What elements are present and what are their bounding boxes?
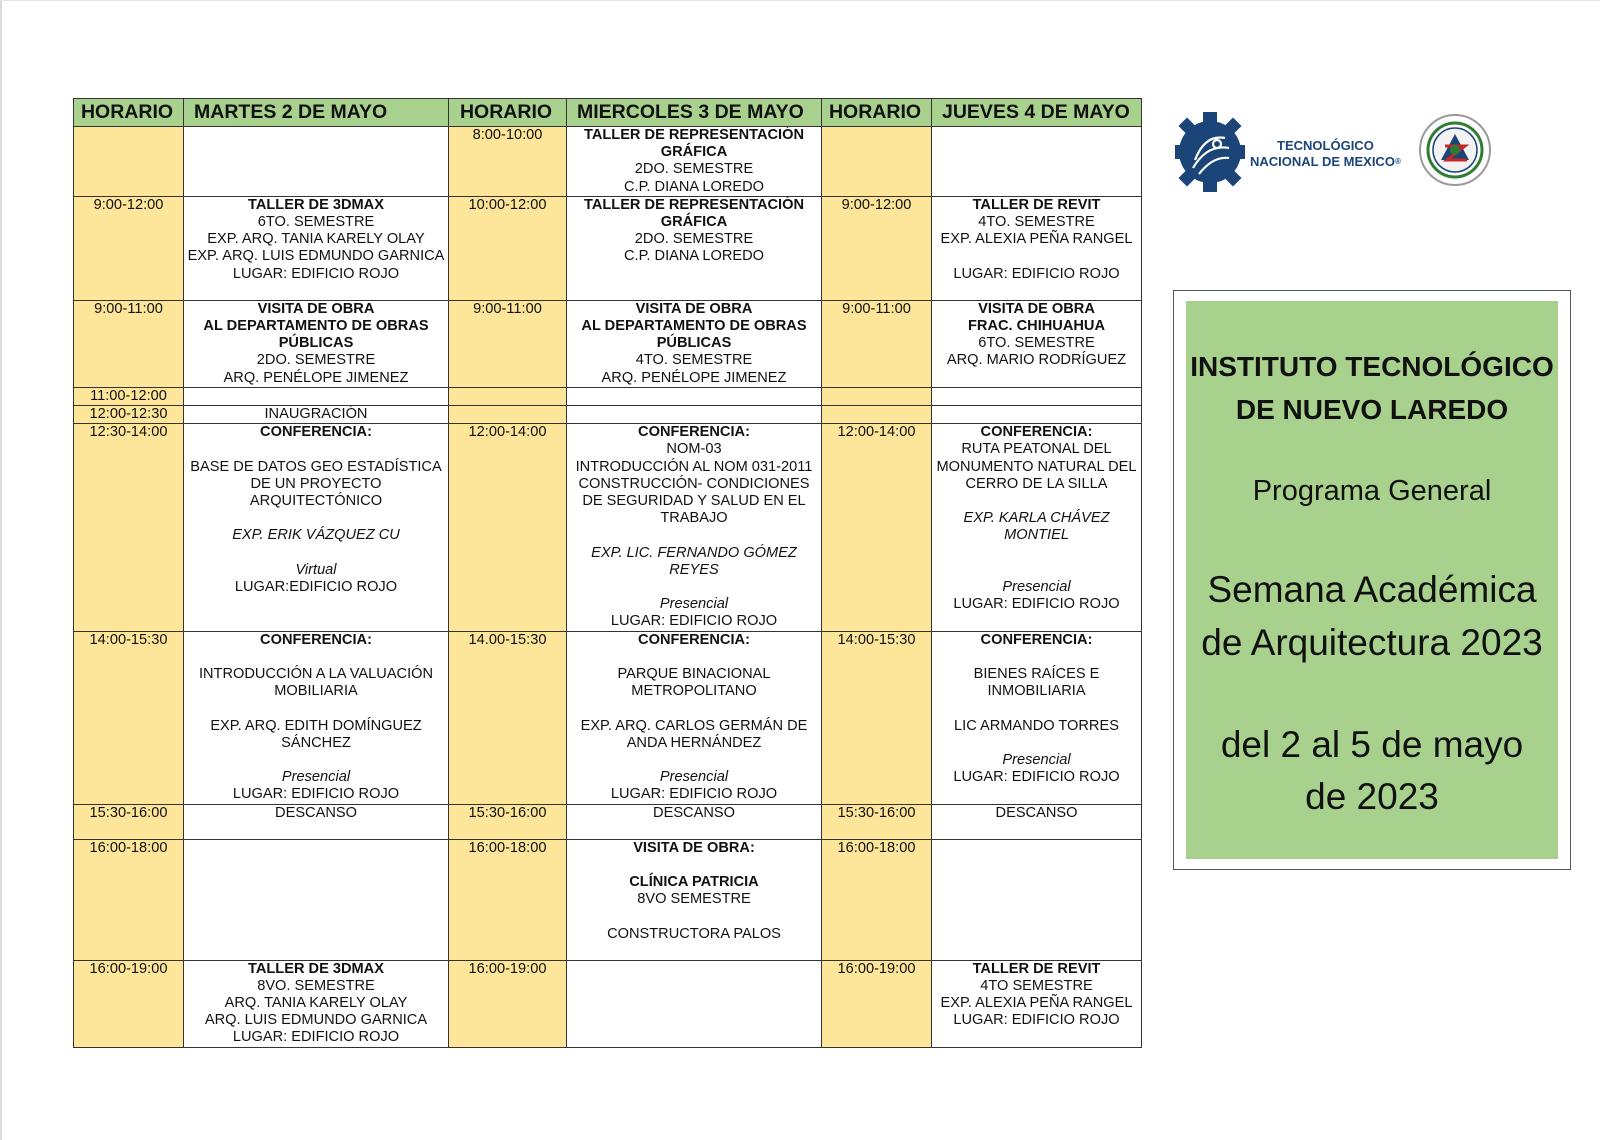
time-cell-thursday xyxy=(822,127,932,197)
header-day-thursday: JUEVES 4 DE MAYO xyxy=(932,99,1142,127)
schedule-row xyxy=(74,804,1142,839)
event-line: BIENES RAÍCES E INMOBILIARIA xyxy=(973,666,1100,700)
event-line: LUGAR: EDIFICIO ROJO xyxy=(953,265,1120,282)
event-cell-wednesday xyxy=(567,631,822,804)
event-line: TALLER DE REVIT xyxy=(972,960,1101,977)
time-cell-tuesday-text: 9:00-12:00 xyxy=(93,196,164,213)
time-cell-tuesday xyxy=(74,631,184,804)
event-line: EXP. ARQ. CARLOS GERMÁN DE ANDA HERNÁNDEZ xyxy=(580,717,808,751)
header-day-tuesday: MARTES 2 DE MAYO xyxy=(184,99,449,127)
tecnm-wordmark-line2-text: NACIONAL DE MEXICO xyxy=(1250,154,1395,169)
time-cell-thursday xyxy=(822,196,932,300)
time-cell-tuesday xyxy=(74,196,184,300)
event-line: CLÍNICA PATRICIA xyxy=(629,874,759,891)
event-line: LUGAR:EDIFICIO ROJO xyxy=(234,579,398,596)
event-line xyxy=(935,248,1138,265)
event-cell-wednesday xyxy=(567,406,822,424)
event-dates-line2: de 2023 xyxy=(1305,776,1439,817)
event-line: AL DEPARTAMENTO DE OBRAS PÚBLICAS xyxy=(581,318,807,352)
event-line: CONFERENCIA: xyxy=(638,424,750,441)
event-line: LIC ARMANDO TORRES xyxy=(954,717,1119,734)
time-cell-tuesday xyxy=(74,127,184,197)
time-cell-wednesday xyxy=(449,196,567,300)
time-cell-tuesday-text: 11:00-12:00 xyxy=(90,387,167,404)
event-line: 2DO. SEMESTRE xyxy=(634,161,754,178)
event-cell-thursday xyxy=(932,127,1142,197)
event-cell-tuesday xyxy=(184,424,449,631)
event-line: 6TO. SEMESTRE xyxy=(978,335,1095,352)
event-line: LUGAR: EDIFICIO ROJO xyxy=(610,613,778,630)
event-line: RUTA PEATONAL DEL MONUMENTO NATURAL DEL CERRO DE LA SILLA xyxy=(936,441,1137,492)
event-line: EXP. ARQ. LUIS EDMUNDO GARNICA xyxy=(187,248,445,265)
schedule-row xyxy=(74,960,1142,1047)
time-cell-thursday xyxy=(822,406,932,424)
event-line xyxy=(187,752,445,769)
time-cell-wednesday-text: 15:30-16:00 xyxy=(468,804,547,821)
page-edge xyxy=(0,0,2,1140)
time-cell-wednesday xyxy=(449,839,567,960)
event-line: DESCANSO xyxy=(653,804,735,821)
tecnm-wordmark xyxy=(1250,138,1401,170)
schedule-row xyxy=(74,839,1142,960)
event-line: AL DEPARTAMENTO DE OBRAS PÚBLICAS xyxy=(203,318,429,352)
event-line xyxy=(935,649,1138,666)
event-line: EXP. ALEXIA PEÑA RANGEL xyxy=(940,995,1133,1012)
event-line: CONFERENCIA: xyxy=(980,631,1093,648)
event-line: Virtual xyxy=(295,561,337,578)
event-cell-thursday xyxy=(932,424,1142,631)
event-cell-thursday xyxy=(932,960,1142,1047)
event-line: Presencial xyxy=(659,596,729,613)
event-line: PARQUE BINACIONAL METROPOLITANO xyxy=(617,666,771,700)
tecnm-wordmark-line2 xyxy=(1250,154,1401,170)
event-line: LUGAR: EDIFICIO ROJO xyxy=(232,786,400,803)
time-cell-tuesday-text: 12:30-14:00 xyxy=(89,424,168,441)
program-subtitle: Programa General xyxy=(1252,475,1492,507)
time-cell-thursday-text: 12:00-14:00 xyxy=(837,424,916,441)
event-line xyxy=(935,735,1138,752)
event-line: INAUGRACIÓN xyxy=(264,406,368,423)
time-cell-wednesday xyxy=(449,406,567,424)
event-line: TALLER DE REPRESENTACIÓN GRÁFICA xyxy=(584,127,804,161)
event-cell-tuesday xyxy=(184,387,449,405)
event-line: EXP. ALEXIA PEÑA RANGEL xyxy=(940,231,1133,248)
event-line: EXP. LIC. FERNANDO GÓMEZ REYES xyxy=(591,544,797,578)
event-cell-tuesday xyxy=(184,960,449,1047)
event-line: Presencial xyxy=(1002,752,1071,769)
event-line: ARQ. MARIO RODRÍGUEZ xyxy=(946,352,1127,369)
event-line: LUGAR: EDIFICIO ROJO xyxy=(953,1012,1120,1029)
tecnm-wordmark-line1: TECNOLÓGICO xyxy=(1277,138,1374,153)
event-line: Presencial xyxy=(1002,579,1071,596)
time-cell-thursday-text: 15:30-16:00 xyxy=(837,804,916,821)
event-line: LUGAR: EDIFICIO ROJO xyxy=(232,1029,400,1046)
event-cell-wednesday xyxy=(567,196,822,300)
event-line: LUGAR: EDIFICIO ROJO xyxy=(610,786,778,803)
time-cell-tuesday xyxy=(74,387,184,405)
event-line: 8VO. SEMESTRE xyxy=(257,977,375,994)
event-line xyxy=(935,493,1138,510)
time-cell-wednesday xyxy=(449,424,567,631)
time-cell-thursday xyxy=(822,300,932,387)
event-line: VISITA DE OBRA xyxy=(635,300,753,317)
event-cell-wednesday xyxy=(567,127,822,197)
page-edge-top xyxy=(0,0,1600,1)
event-dates xyxy=(1186,719,1558,823)
event-cell-thursday xyxy=(932,804,1142,839)
event-line: DESCANSO xyxy=(275,804,357,821)
event-line: CONFERENCIA: xyxy=(980,424,1093,441)
time-cell-tuesday-text: 12:00-12:30 xyxy=(89,406,168,423)
event-cell-tuesday xyxy=(184,406,449,424)
schedule-row xyxy=(74,127,1142,197)
event-cell-thursday xyxy=(932,839,1142,960)
event-line: C.P. DIANA LOREDO xyxy=(623,248,765,265)
event-cell-wednesday xyxy=(567,300,822,387)
event-cell-thursday xyxy=(932,300,1142,387)
itnl-seal-icon xyxy=(1417,112,1493,188)
event-line: EXP. KARLA CHÁVEZ MONTIEL xyxy=(963,510,1110,544)
event-cell-thursday xyxy=(932,387,1142,405)
event-line: Presencial xyxy=(281,769,351,786)
header-day-wednesday: MIERCOLES 3 DE MAYO xyxy=(567,99,822,127)
event-line xyxy=(570,579,818,596)
time-cell-wednesday xyxy=(449,127,567,197)
event-line xyxy=(935,545,1138,562)
time-cell-tuesday xyxy=(74,406,184,424)
time-cell-wednesday xyxy=(449,300,567,387)
event-line: LUGAR: EDIFICIO ROJO xyxy=(953,769,1120,786)
event-line: LUGAR: EDIFICIO ROJO xyxy=(232,265,400,282)
event-line xyxy=(187,441,445,458)
event-dates-line1: del 2 al 5 de mayo xyxy=(1220,724,1524,765)
event-line: TALLER DE 3DMAX xyxy=(248,960,384,977)
event-line: EXP. ARQ. EDITH DOMÍNGUEZ SÁNCHEZ xyxy=(210,717,422,751)
event-line: CONFERENCIA: xyxy=(638,631,750,648)
event-line: CONFERENCIA: xyxy=(260,424,372,441)
time-cell-tuesday xyxy=(74,424,184,631)
event-line xyxy=(187,510,445,527)
time-cell-thursday xyxy=(822,960,932,1047)
event-cell-tuesday xyxy=(184,127,449,197)
event-line: ARQ. LUIS EDMUNDO GARNICA xyxy=(204,1012,428,1029)
schedule-row xyxy=(74,424,1142,631)
time-cell-wednesday-text: 16:00-19:00 xyxy=(468,960,547,977)
event-line xyxy=(570,908,818,925)
header-horario-2: HORARIO xyxy=(449,99,567,127)
event-line: C.P. DIANA LOREDO xyxy=(623,178,765,195)
event-cell-tuesday xyxy=(184,839,449,960)
tecnm-registered-mark: ® xyxy=(1394,157,1401,166)
event-line xyxy=(570,700,818,717)
event-line: ARQ. TANIA KARELY OLAY xyxy=(224,995,408,1012)
time-cell-thursday xyxy=(822,424,932,631)
event-line xyxy=(570,527,818,544)
event-line: NOM-03 xyxy=(666,441,722,458)
time-cell-wednesday-text: 16:00-18:00 xyxy=(468,839,547,856)
time-cell-wednesday-text: 9:00-11:00 xyxy=(473,300,542,317)
time-cell-wednesday-text: 14.00-15:30 xyxy=(468,631,547,648)
event-cell-wednesday xyxy=(567,960,822,1047)
tecnm-logo-icon xyxy=(1175,104,1245,200)
event-cell-wednesday xyxy=(567,424,822,631)
event-cell-tuesday xyxy=(184,804,449,839)
schedule-row xyxy=(74,387,1142,405)
event-info-panel xyxy=(1186,301,1558,859)
time-cell-tuesday xyxy=(74,839,184,960)
time-cell-wednesday xyxy=(449,804,567,839)
time-cell-thursday-text: 9:00-12:00 xyxy=(841,196,912,213)
event-line xyxy=(935,562,1138,579)
time-cell-tuesday xyxy=(74,960,184,1047)
time-cell-tuesday xyxy=(74,300,184,387)
event-line: EXP. ERIK VÁZQUEZ CU xyxy=(232,527,400,544)
event-line: 8VO SEMESTRE xyxy=(637,891,751,908)
event-line xyxy=(187,545,445,562)
time-cell-thursday xyxy=(822,804,932,839)
time-cell-wednesday-text: 10:00-12:00 xyxy=(468,196,547,213)
event-line: 6TO. SEMESTRE xyxy=(257,214,375,231)
institute-title-line2: DE NUEVO LAREDO xyxy=(1235,394,1509,425)
time-cell-thursday xyxy=(822,387,932,405)
event-line xyxy=(187,700,445,717)
time-cell-wednesday xyxy=(449,631,567,804)
time-cell-thursday xyxy=(822,839,932,960)
event-line: INTRODUCCIÓN A LA VALUACIÓN MOBILIARIA xyxy=(198,666,434,700)
schedule-row xyxy=(74,300,1142,387)
header-horario-3: HORARIO xyxy=(822,99,932,127)
event-line: VISITA DE OBRA: xyxy=(633,839,755,856)
time-cell-wednesday xyxy=(449,387,567,405)
header-horario-1: HORARIO xyxy=(74,99,184,127)
event-line: LUGAR: EDIFICIO ROJO xyxy=(953,596,1120,613)
event-line: BASE DE DATOS GEO ESTADÍSTICA DE UN PROYECTO ARQUITECTÓNICO xyxy=(190,458,442,510)
event-line: ARQ. PENÉLOPE JIMENEZ xyxy=(601,369,787,386)
event-line: 2DO. SEMESTRE xyxy=(256,352,376,369)
event-cell-tuesday xyxy=(184,300,449,387)
event-cell-tuesday xyxy=(184,196,449,300)
schedule-row xyxy=(74,631,1142,804)
event-line: INTRODUCCIÓN AL NOM 031-2011 CONSTRUCCIÓN- CONDICIONES DE SEGURIDAD Y SALUD EN EL TRABAJO xyxy=(575,458,813,527)
event-name-line1: Semana Académica xyxy=(1207,569,1537,610)
event-line xyxy=(935,700,1138,717)
time-cell-tuesday xyxy=(74,804,184,839)
time-cell-tuesday-text: 16:00-19:00 xyxy=(89,960,168,977)
event-cell-wednesday xyxy=(567,839,822,960)
time-cell-thursday-text: 14:00-15:30 xyxy=(837,631,916,648)
schedule-table xyxy=(73,98,1142,1048)
event-cell-wednesday xyxy=(567,804,822,839)
event-line: VISITA DE OBRA xyxy=(257,300,375,317)
event-line: 4TO. SEMESTRE xyxy=(978,214,1095,231)
event-line: ARQ. PENÉLOPE JIMENEZ xyxy=(223,369,409,386)
event-line: 2DO. SEMESTRE xyxy=(634,231,754,248)
time-cell-tuesday-text: 16:00-18:00 xyxy=(89,839,168,856)
event-line: EXP. ARQ. TANIA KARELY OLAY xyxy=(207,231,425,248)
event-cell-thursday xyxy=(932,631,1142,804)
time-cell-thursday-text: 16:00-18:00 xyxy=(837,839,916,856)
event-line: Presencial xyxy=(659,769,729,786)
time-cell-thursday-text: 16:00-19:00 xyxy=(837,960,916,977)
time-cell-tuesday-text: 15:30-16:00 xyxy=(89,804,168,821)
event-name xyxy=(1186,563,1558,669)
event-line: TALLER DE REPRESENTACIÓN GRÁFICA xyxy=(584,196,804,231)
time-cell-tuesday-text: 14:00-15:30 xyxy=(89,631,168,648)
event-line: DESCANSO xyxy=(995,804,1078,821)
event-line: 4TO SEMESTRE xyxy=(980,977,1093,994)
institute-title xyxy=(1186,345,1558,431)
time-cell-wednesday-text: 12:00-14:00 xyxy=(468,424,547,441)
event-line: VISITA DE OBRA xyxy=(978,300,1095,317)
event-line xyxy=(570,752,818,769)
logos-area xyxy=(1175,100,1515,210)
event-cell-tuesday xyxy=(184,631,449,804)
time-cell-thursday xyxy=(822,631,932,804)
time-cell-tuesday-text: 9:00-11:00 xyxy=(94,300,163,317)
schedule-row xyxy=(74,196,1142,300)
event-line: TALLER DE REVIT xyxy=(972,196,1101,213)
event-info-box xyxy=(1173,290,1571,870)
event-cell-thursday xyxy=(932,196,1142,300)
event-line xyxy=(570,857,818,874)
time-cell-thursday-text: 9:00-11:00 xyxy=(842,300,911,317)
event-line xyxy=(570,649,818,666)
event-line xyxy=(187,649,445,666)
event-line: FRAC. CHIHUAHUA xyxy=(967,318,1105,335)
event-line: TALLER DE 3DMAX xyxy=(248,196,384,213)
time-cell-wednesday xyxy=(449,960,567,1047)
time-cell-wednesday-text: 8:00-10:00 xyxy=(472,127,543,143)
event-cell-thursday xyxy=(932,406,1142,424)
event-line: CONSTRUCTORA PALOS xyxy=(607,925,781,942)
schedule-row xyxy=(74,406,1142,424)
institute-title-line1: INSTITUTO TECNOLÓGICO xyxy=(1190,351,1554,382)
event-name-line2: de Arquitectura 2023 xyxy=(1201,622,1543,663)
event-line: 4TO. SEMESTRE xyxy=(635,352,753,369)
schedule-header-row xyxy=(74,99,1142,127)
event-cell-wednesday xyxy=(567,387,822,405)
event-line: CONFERENCIA: xyxy=(260,631,372,648)
